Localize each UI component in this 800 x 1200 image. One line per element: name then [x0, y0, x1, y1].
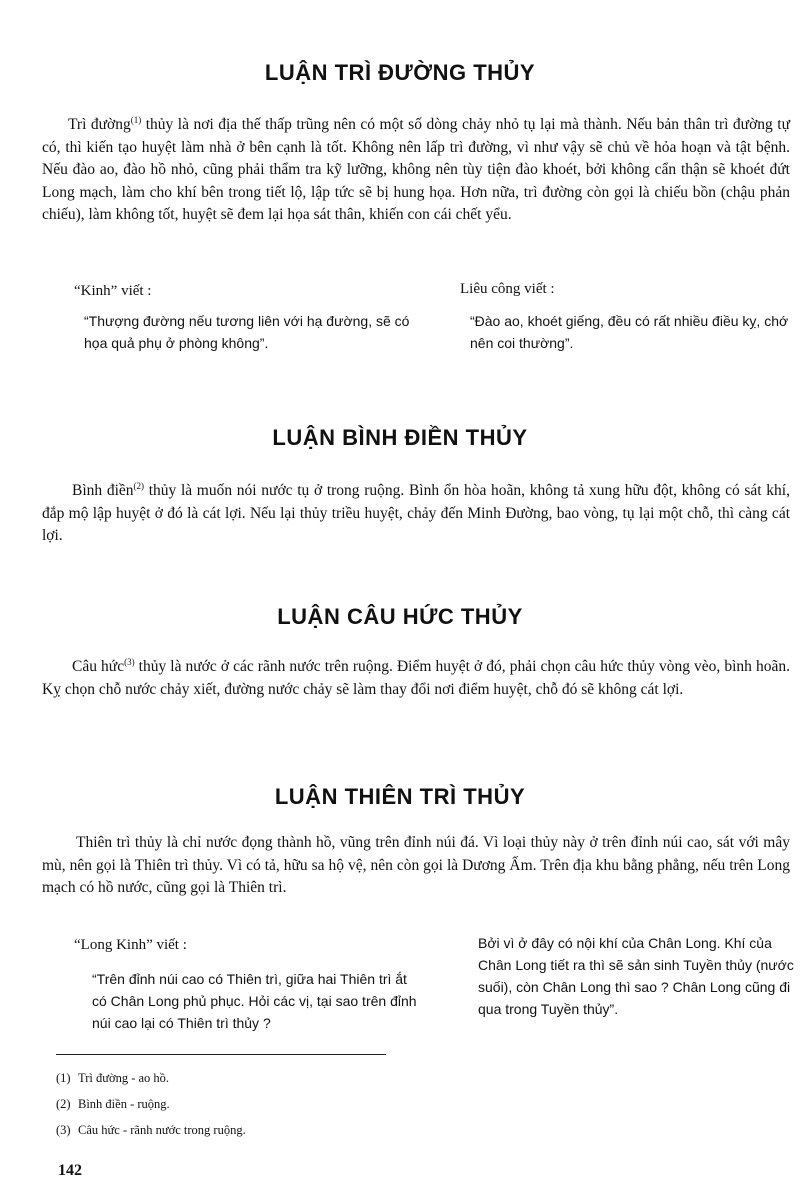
paragraph-text: thủy là nước ở các rãnh nước trên ruộng. Điểm huyệt ở đó, phải chọn câu hức thủy vòng vèo, bình hoãn. Kỵ chọn chỗ nước chảy xiết, đường nước chảy sẽ làm thay đổi nơi điểm huyệt, chỗ đó sẽ không cát lợi. — [42, 658, 790, 698]
page-number: 142 — [58, 1162, 82, 1179]
section-heading-thien-tri: LUẬN THIÊN TRÌ THỦY — [274, 784, 526, 809]
footnote-2 — [56, 1096, 170, 1112]
quote-kinh: “Thượng đường nếu tương liên với hạ đường, sẽ có họa quả phụ ở phòng không”. — [84, 313, 410, 351]
footnote-1 — [56, 1070, 169, 1086]
quote-long-kinh-part1: “Trên đỉnh núi cao có Thiên trì, giữa hai Thiên trì ắt có Chân Long phủ phục. Hỏi các vị, tại sao trên đỉnh núi cao lại có Thiên trì thủy ? — [92, 971, 417, 1031]
quote-long-kinh-part2: Bởi vì ở đây có nội khí của Chân Long. Khí của Chân Long tiết ra thì sẽ sản sinh Tuyền thủy (nước suối), còn Chân Long thì sao ? Chân Long cũng đi qua trong Tuyền thủy”. — [478, 935, 794, 1017]
paragraph-text: thủy là nơi địa thế thấp trũng nên có một số dòng chảy nhỏ tụ lại mà thành. Nếu bản thân trì đường tự có, thì kiến tạo huyệt làm nhà ở bên cạnh là tốt. Không nên lấp trì đường, vì như vậy sẽ chủ về hỏa hoạn và tật bệnh. Nếu đào ao, đào hồ nhỏ, cũng phải thẩm tra kỹ lưỡng, không nên tùy tiện đào khoét, bởi không cẩn thận sẽ khoét đứt Long mạch, làm cho khí bên trong tiết lộ, lập tức sẽ bị hung họa. Hơn nữa, trì đường còn gọi là chiếu bồn (chậu phản chiếu), làm không tốt, huyệt sẽ đem lại họa sát thân, khiến con cái chết yểu. — [42, 116, 790, 223]
quote-label-lieu-cong: Liêu công viết : — [460, 281, 555, 297]
section-paragraph-tri-duong — [42, 114, 790, 227]
footnote-ref-3: (3) — [124, 657, 135, 667]
footnote-text: Câu hức - rãnh nước trong ruộng. — [78, 1123, 246, 1137]
footnote-ref-1: (1) — [130, 115, 142, 125]
section-paragraph-thien-tri: Thiên trì thủy là chỉ nước đọng thành hồ, vũng trên đỉnh núi đá. Vì loại thủy này ở trên đỉnh núi cao, sát với mây mù, nên gọi là Thiên trì thủy. Vì có tả, hữu sa hộ vệ, nên còn gọi là Dương Ấm. Trên địa khu bằng phẳng, nếu trên Long mạch có hồ nước, cũng gọi là Thiên trì. — [42, 834, 790, 896]
footnote-number: (1) — [56, 1071, 71, 1085]
paragraph-text: Bình điền — [72, 482, 134, 499]
quote-lieu-cong: “Đào ao, khoét giếng, đều có rất nhiều điều kỵ, chớ nên coi thường”. — [470, 313, 789, 351]
paragraph-text: Trì đường — [68, 116, 131, 133]
paragraph-text: Câu hức — [72, 658, 125, 675]
footnote-ref-2: (2) — [133, 481, 145, 491]
section-heading-tri-duong: LUẬN TRÌ ĐƯỜNG THỦY — [264, 60, 536, 85]
quote-label-kinh: “Kinh” viết : — [74, 283, 152, 299]
footnote-number: (2) — [56, 1097, 71, 1111]
section-paragraph-cau-huc — [42, 656, 790, 701]
footnote-text: Trì đường - ao hồ. — [78, 1071, 170, 1085]
footnote-3 — [56, 1122, 246, 1138]
section-heading-cau-huc: LUẬN CÂU HỨC THỦY — [277, 604, 523, 629]
quote-label-long-kinh: “Long Kinh” viết : — [74, 937, 187, 953]
footnote-number: (3) — [56, 1123, 71, 1137]
footnote-divider — [56, 1054, 386, 1055]
paragraph-text: thủy là muốn nói nước tụ ở trong ruộng. Bình ổn hòa hoãn, không tả xung hữu đột, không có sát khí, đắp mộ lập huyệt ở đó là cát lợi. Nếu lại thủy triều huyệt, chảy đến Minh Đường, bao vòng, tụ lại một chỗ, thì càng cát lợi. — [42, 482, 790, 544]
section-heading-binh-dien: LUẬN BÌNH ĐIỀN THỦY — [272, 425, 528, 450]
footnote-text: Bình điền - ruộng. — [78, 1097, 170, 1111]
section-paragraph-binh-dien — [42, 480, 790, 548]
